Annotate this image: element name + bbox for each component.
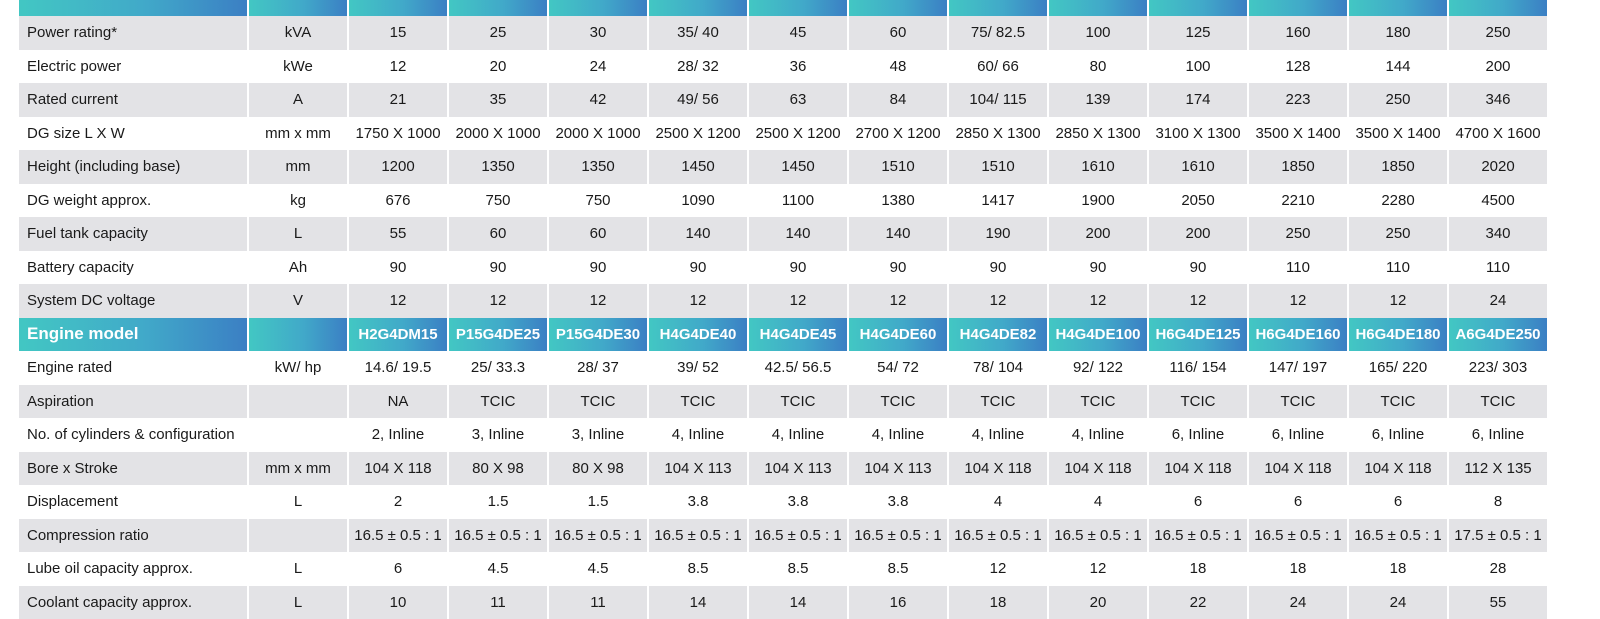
value-cell: 54/ 72 <box>849 351 947 385</box>
value-cell: 3.8 <box>849 485 947 519</box>
value-cell: 60 <box>549 217 647 251</box>
value-cell: P15G4DE25 <box>449 318 547 352</box>
value-cell: 42 <box>549 83 647 117</box>
row-unit: V <box>249 284 347 318</box>
row-label: System DC voltage <box>19 284 247 318</box>
value-cell: 42.5/ 56.5 <box>749 351 847 385</box>
value-cell: 4500 <box>1449 184 1547 218</box>
value-cell: 1610 <box>1149 150 1247 184</box>
value-cell: 2050 <box>1149 184 1247 218</box>
row-unit: L <box>249 217 347 251</box>
value-cell: 35 <box>449 83 547 117</box>
row-battery-capacity <box>19 251 1547 285</box>
value-cell: 12 <box>1049 552 1147 586</box>
row-unit: kVA <box>249 16 347 50</box>
value-cell: 2000 X 1000 <box>449 117 547 151</box>
value-cell: 16.5 ± 0.5 : 1 <box>1349 519 1447 553</box>
row-power-rating <box>19 16 1547 50</box>
value-cell: 90 <box>349 251 447 285</box>
value-cell: 14 <box>749 586 847 619</box>
row-unit: kg <box>249 184 347 218</box>
value-cell: 1750 X 1000 <box>349 117 447 151</box>
value-cell: 1380 <box>849 184 947 218</box>
value-cell: 4700 X 1600 <box>1449 117 1547 151</box>
value-cell: 1450 <box>649 150 747 184</box>
row-lube-oil-capacity-approx <box>19 552 1547 586</box>
value-cell: 80 X 98 <box>549 452 647 486</box>
value-cell: 16.5 ± 0.5 : 1 <box>749 519 847 553</box>
row-label: Bore x Stroke <box>19 452 247 486</box>
value-cell: 8.5 <box>749 552 847 586</box>
value-cell: 12 <box>649 284 747 318</box>
value-cell: 8.5 <box>649 552 747 586</box>
value-cell: 4.5 <box>449 552 547 586</box>
value-cell: 20 <box>1049 586 1147 619</box>
header-banner-cell <box>1149 0 1247 16</box>
value-cell: 116/ 154 <box>1149 351 1247 385</box>
value-cell: 12 <box>349 284 447 318</box>
value-cell: 1350 <box>549 150 647 184</box>
value-cell: 3100 X 1300 <box>1149 117 1247 151</box>
value-cell: 3, Inline <box>449 418 547 452</box>
value-cell: 90 <box>649 251 747 285</box>
row-height-including-base <box>19 150 1547 184</box>
row-label: Engine rated <box>19 351 247 385</box>
value-cell: 16.5 ± 0.5 : 1 <box>1049 519 1147 553</box>
row-unit: L <box>249 552 347 586</box>
value-cell: 1417 <box>949 184 1047 218</box>
value-cell: TCIC <box>549 385 647 419</box>
value-cell: 16 <box>849 586 947 619</box>
row-unit <box>249 385 347 419</box>
value-cell: 140 <box>849 217 947 251</box>
value-cell: 104 X 118 <box>949 452 1047 486</box>
value-cell: 4 <box>1049 485 1147 519</box>
value-cell: 2850 X 1300 <box>1049 117 1147 151</box>
value-cell: 84 <box>849 83 947 117</box>
value-cell: TCIC <box>1149 385 1247 419</box>
row-unit: Ah <box>249 251 347 285</box>
value-cell: 24 <box>1449 284 1547 318</box>
value-cell: 60 <box>849 16 947 50</box>
value-cell: 92/ 122 <box>1049 351 1147 385</box>
value-cell: P15G4DE30 <box>549 318 647 352</box>
value-cell: 17.5 ± 0.5 : 1 <box>1449 519 1547 553</box>
value-cell: 16.5 ± 0.5 : 1 <box>549 519 647 553</box>
row-label: DG size L X W <box>19 117 247 151</box>
header-banner-cell <box>749 0 847 16</box>
header-banner-cell <box>1349 0 1447 16</box>
value-cell: 55 <box>1449 586 1547 619</box>
value-cell: 128 <box>1249 50 1347 84</box>
header-banner-cell <box>849 0 947 16</box>
value-cell: 1610 <box>1049 150 1147 184</box>
value-cell: 12 <box>1249 284 1347 318</box>
value-cell: 1350 <box>449 150 547 184</box>
value-cell: 4, Inline <box>949 418 1047 452</box>
row-coolant-capacity-approx <box>19 586 1547 619</box>
value-cell: 11 <box>549 586 647 619</box>
value-cell: TCIC <box>1049 385 1147 419</box>
value-cell: 100 <box>1149 50 1247 84</box>
header-banner-row <box>19 0 1547 16</box>
value-cell: 12 <box>1349 284 1447 318</box>
value-cell: 90 <box>849 251 947 285</box>
value-cell: 104 X 118 <box>349 452 447 486</box>
row-label: Displacement <box>19 485 247 519</box>
row-label: No. of cylinders & configuration <box>19 418 247 452</box>
value-cell: 112 X 135 <box>1449 452 1547 486</box>
value-cell: 1200 <box>349 150 447 184</box>
value-cell: 18 <box>1149 552 1247 586</box>
value-cell: 144 <box>1349 50 1447 84</box>
value-cell: 25 <box>449 16 547 50</box>
value-cell: 104/ 115 <box>949 83 1047 117</box>
value-cell: 104 X 113 <box>749 452 847 486</box>
row-label: Lube oil capacity approx. <box>19 552 247 586</box>
row-bore-x-stroke <box>19 452 1547 486</box>
value-cell: H4G4DE82 <box>949 318 1047 352</box>
value-cell: 250 <box>1349 217 1447 251</box>
header-banner-cell <box>449 0 547 16</box>
value-cell: 12 <box>949 284 1047 318</box>
value-cell: 14 <box>649 586 747 619</box>
value-cell: 250 <box>1449 16 1547 50</box>
value-cell: 1.5 <box>449 485 547 519</box>
value-cell: 22 <box>1149 586 1247 619</box>
value-cell: 250 <box>1349 83 1447 117</box>
value-cell: 2850 X 1300 <box>949 117 1047 151</box>
value-cell: 110 <box>1449 251 1547 285</box>
value-cell: 125 <box>1149 16 1247 50</box>
value-cell: 6, Inline <box>1349 418 1447 452</box>
value-cell: 80 <box>1049 50 1147 84</box>
row-rated-current <box>19 83 1547 117</box>
value-cell: 110 <box>1349 251 1447 285</box>
row-aspiration <box>19 385 1547 419</box>
value-cell: 24 <box>1249 586 1347 619</box>
value-cell: 16.5 ± 0.5 : 1 <box>449 519 547 553</box>
value-cell: H2G4DM15 <box>349 318 447 352</box>
value-cell: 4, Inline <box>1049 418 1147 452</box>
value-cell: TCIC <box>849 385 947 419</box>
value-cell: 6 <box>1149 485 1247 519</box>
header-banner-cell <box>349 0 447 16</box>
row-label: Fuel tank capacity <box>19 217 247 251</box>
value-cell: 90 <box>1049 251 1147 285</box>
header-banner-cell <box>1049 0 1147 16</box>
value-cell: 4, Inline <box>849 418 947 452</box>
value-cell: 1510 <box>849 150 947 184</box>
value-cell: 16.5 ± 0.5 : 1 <box>349 519 447 553</box>
value-cell: 24 <box>1349 586 1447 619</box>
value-cell: 21 <box>349 83 447 117</box>
value-cell: 90 <box>949 251 1047 285</box>
value-cell: 676 <box>349 184 447 218</box>
value-cell: 16.5 ± 0.5 : 1 <box>649 519 747 553</box>
spec-sheet <box>17 0 1549 619</box>
value-cell: 104 X 118 <box>1249 452 1347 486</box>
value-cell: 75/ 82.5 <box>949 16 1047 50</box>
value-cell: H6G4DE160 <box>1249 318 1347 352</box>
row-unit: L <box>249 485 347 519</box>
row-label: Battery capacity <box>19 251 247 285</box>
value-cell: 2500 X 1200 <box>649 117 747 151</box>
value-cell: 12 <box>1049 284 1147 318</box>
row-unit <box>249 519 347 553</box>
value-cell: 1850 <box>1349 150 1447 184</box>
value-cell: 8 <box>1449 485 1547 519</box>
value-cell: 12 <box>1149 284 1247 318</box>
header-banner-cell <box>949 0 1047 16</box>
value-cell: 1.5 <box>549 485 647 519</box>
row-label: Engine model <box>19 318 247 352</box>
row-label: Electric power <box>19 50 247 84</box>
specification-table <box>17 0 1549 619</box>
value-cell: 104 X 118 <box>1049 452 1147 486</box>
value-cell: 60/ 66 <box>949 50 1047 84</box>
value-cell: 2000 X 1000 <box>549 117 647 151</box>
value-cell: 12 <box>549 284 647 318</box>
value-cell: TCIC <box>749 385 847 419</box>
value-cell: 18 <box>1349 552 1447 586</box>
value-cell: 140 <box>749 217 847 251</box>
row-label: Aspiration <box>19 385 247 419</box>
value-cell: H4G4DE100 <box>1049 318 1147 352</box>
value-cell: 90 <box>549 251 647 285</box>
value-cell: 8.5 <box>849 552 947 586</box>
row-electric-power <box>19 50 1547 84</box>
value-cell: 104 X 113 <box>649 452 747 486</box>
value-cell: 18 <box>1249 552 1347 586</box>
row-no-of-cylinders-configuration <box>19 418 1547 452</box>
value-cell: TCIC <box>1449 385 1547 419</box>
row-compression-ratio <box>19 519 1547 553</box>
row-label: Coolant capacity approx. <box>19 586 247 619</box>
value-cell: 160 <box>1249 16 1347 50</box>
value-cell: 4 <box>949 485 1047 519</box>
value-cell: NA <box>349 385 447 419</box>
row-unit: mm x mm <box>249 117 347 151</box>
value-cell: 340 <box>1449 217 1547 251</box>
value-cell: 1090 <box>649 184 747 218</box>
value-cell: 28/ 37 <box>549 351 647 385</box>
value-cell: 2210 <box>1249 184 1347 218</box>
value-cell: TCIC <box>1349 385 1447 419</box>
value-cell: 140 <box>649 217 747 251</box>
value-cell: 80 X 98 <box>449 452 547 486</box>
row-unit <box>249 318 347 352</box>
value-cell: 3500 X 1400 <box>1349 117 1447 151</box>
row-unit <box>249 418 347 452</box>
value-cell: 28/ 32 <box>649 50 747 84</box>
engine-model-row <box>19 318 1547 352</box>
value-cell: 4, Inline <box>749 418 847 452</box>
value-cell: 18 <box>949 586 1047 619</box>
value-cell: A6G4DE250 <box>1449 318 1547 352</box>
value-cell: 48 <box>849 50 947 84</box>
value-cell: 4, Inline <box>649 418 747 452</box>
value-cell: 14.6/ 19.5 <box>349 351 447 385</box>
header-banner-cell <box>1449 0 1547 16</box>
value-cell: 6, Inline <box>1449 418 1547 452</box>
value-cell: 25/ 33.3 <box>449 351 547 385</box>
value-cell: 1510 <box>949 150 1047 184</box>
value-cell: 3, Inline <box>549 418 647 452</box>
row-unit: kWe <box>249 50 347 84</box>
value-cell: 1850 <box>1249 150 1347 184</box>
value-cell: 49/ 56 <box>649 83 747 117</box>
value-cell: 3.8 <box>749 485 847 519</box>
row-unit: mm <box>249 150 347 184</box>
value-cell: 2700 X 1200 <box>849 117 947 151</box>
row-dg-size-l-x-w <box>19 117 1547 151</box>
value-cell: 110 <box>1249 251 1347 285</box>
value-cell: 16.5 ± 0.5 : 1 <box>1249 519 1347 553</box>
value-cell: 90 <box>749 251 847 285</box>
row-unit: L <box>249 586 347 619</box>
row-label: Height (including base) <box>19 150 247 184</box>
value-cell: TCIC <box>449 385 547 419</box>
value-cell: 104 X 113 <box>849 452 947 486</box>
value-cell: 3.8 <box>649 485 747 519</box>
value-cell: 104 X 118 <box>1149 452 1247 486</box>
header-banner-cell <box>19 0 247 16</box>
value-cell: 2 <box>349 485 447 519</box>
value-cell: 35/ 40 <box>649 16 747 50</box>
value-cell: 12 <box>949 552 1047 586</box>
header-banner-cell <box>1249 0 1347 16</box>
value-cell: 750 <box>549 184 647 218</box>
value-cell: 60 <box>449 217 547 251</box>
value-cell: 12 <box>849 284 947 318</box>
value-cell: 100 <box>1049 16 1147 50</box>
value-cell: 28 <box>1449 552 1547 586</box>
value-cell: 223 <box>1249 83 1347 117</box>
row-label: DG weight approx. <box>19 184 247 218</box>
value-cell: 11 <box>449 586 547 619</box>
value-cell: 30 <box>549 16 647 50</box>
row-label: Rated current <box>19 83 247 117</box>
value-cell: 104 X 118 <box>1349 452 1447 486</box>
row-fuel-tank-capacity <box>19 217 1547 251</box>
value-cell: 12 <box>349 50 447 84</box>
value-cell: 346 <box>1449 83 1547 117</box>
value-cell: 1900 <box>1049 184 1147 218</box>
value-cell: TCIC <box>949 385 1047 419</box>
row-label: Compression ratio <box>19 519 247 553</box>
row-dg-weight-approx <box>19 184 1547 218</box>
value-cell: 36 <box>749 50 847 84</box>
value-cell: TCIC <box>1249 385 1347 419</box>
value-cell: 6, Inline <box>1249 418 1347 452</box>
value-cell: H4G4DE60 <box>849 318 947 352</box>
value-cell: 200 <box>1049 217 1147 251</box>
value-cell: 165/ 220 <box>1349 351 1447 385</box>
value-cell: 90 <box>1149 251 1247 285</box>
value-cell: 15 <box>349 16 447 50</box>
value-cell: 6 <box>1249 485 1347 519</box>
value-cell: 12 <box>749 284 847 318</box>
value-cell: 190 <box>949 217 1047 251</box>
row-displacement <box>19 485 1547 519</box>
value-cell: 16.5 ± 0.5 : 1 <box>1149 519 1247 553</box>
value-cell: 24 <box>549 50 647 84</box>
row-engine-rated <box>19 351 1547 385</box>
value-cell: 147/ 197 <box>1249 351 1347 385</box>
value-cell: 39/ 52 <box>649 351 747 385</box>
value-cell: 200 <box>1449 50 1547 84</box>
value-cell: 200 <box>1149 217 1247 251</box>
header-banner-cell <box>249 0 347 16</box>
value-cell: 20 <box>449 50 547 84</box>
value-cell: 6 <box>349 552 447 586</box>
value-cell: 16.5 ± 0.5 : 1 <box>949 519 1047 553</box>
value-cell: 55 <box>349 217 447 251</box>
value-cell: 180 <box>1349 16 1447 50</box>
value-cell: 2, Inline <box>349 418 447 452</box>
value-cell: TCIC <box>649 385 747 419</box>
value-cell: 174 <box>1149 83 1247 117</box>
value-cell: 12 <box>449 284 547 318</box>
row-unit: kW/ hp <box>249 351 347 385</box>
header-banner-cell <box>549 0 647 16</box>
value-cell: 250 <box>1249 217 1347 251</box>
value-cell: 90 <box>449 251 547 285</box>
row-system-dc-voltage <box>19 284 1547 318</box>
row-unit: mm x mm <box>249 452 347 486</box>
value-cell: 223/ 303 <box>1449 351 1547 385</box>
value-cell: 3500 X 1400 <box>1249 117 1347 151</box>
value-cell: 63 <box>749 83 847 117</box>
value-cell: 45 <box>749 16 847 50</box>
value-cell: 4.5 <box>549 552 647 586</box>
value-cell: 2280 <box>1349 184 1447 218</box>
value-cell: 6 <box>1349 485 1447 519</box>
value-cell: 1100 <box>749 184 847 218</box>
value-cell: 16.5 ± 0.5 : 1 <box>849 519 947 553</box>
value-cell: H6G4DE180 <box>1349 318 1447 352</box>
value-cell: 2020 <box>1449 150 1547 184</box>
value-cell: H4G4DE40 <box>649 318 747 352</box>
value-cell: 1450 <box>749 150 847 184</box>
row-unit: A <box>249 83 347 117</box>
value-cell: H4G4DE45 <box>749 318 847 352</box>
value-cell: 6, Inline <box>1149 418 1247 452</box>
value-cell: 78/ 104 <box>949 351 1047 385</box>
value-cell: 139 <box>1049 83 1147 117</box>
value-cell: 10 <box>349 586 447 619</box>
value-cell: 750 <box>449 184 547 218</box>
row-label: Power rating* <box>19 16 247 50</box>
value-cell: H6G4DE125 <box>1149 318 1247 352</box>
header-banner-cell <box>649 0 747 16</box>
value-cell: 2500 X 1200 <box>749 117 847 151</box>
